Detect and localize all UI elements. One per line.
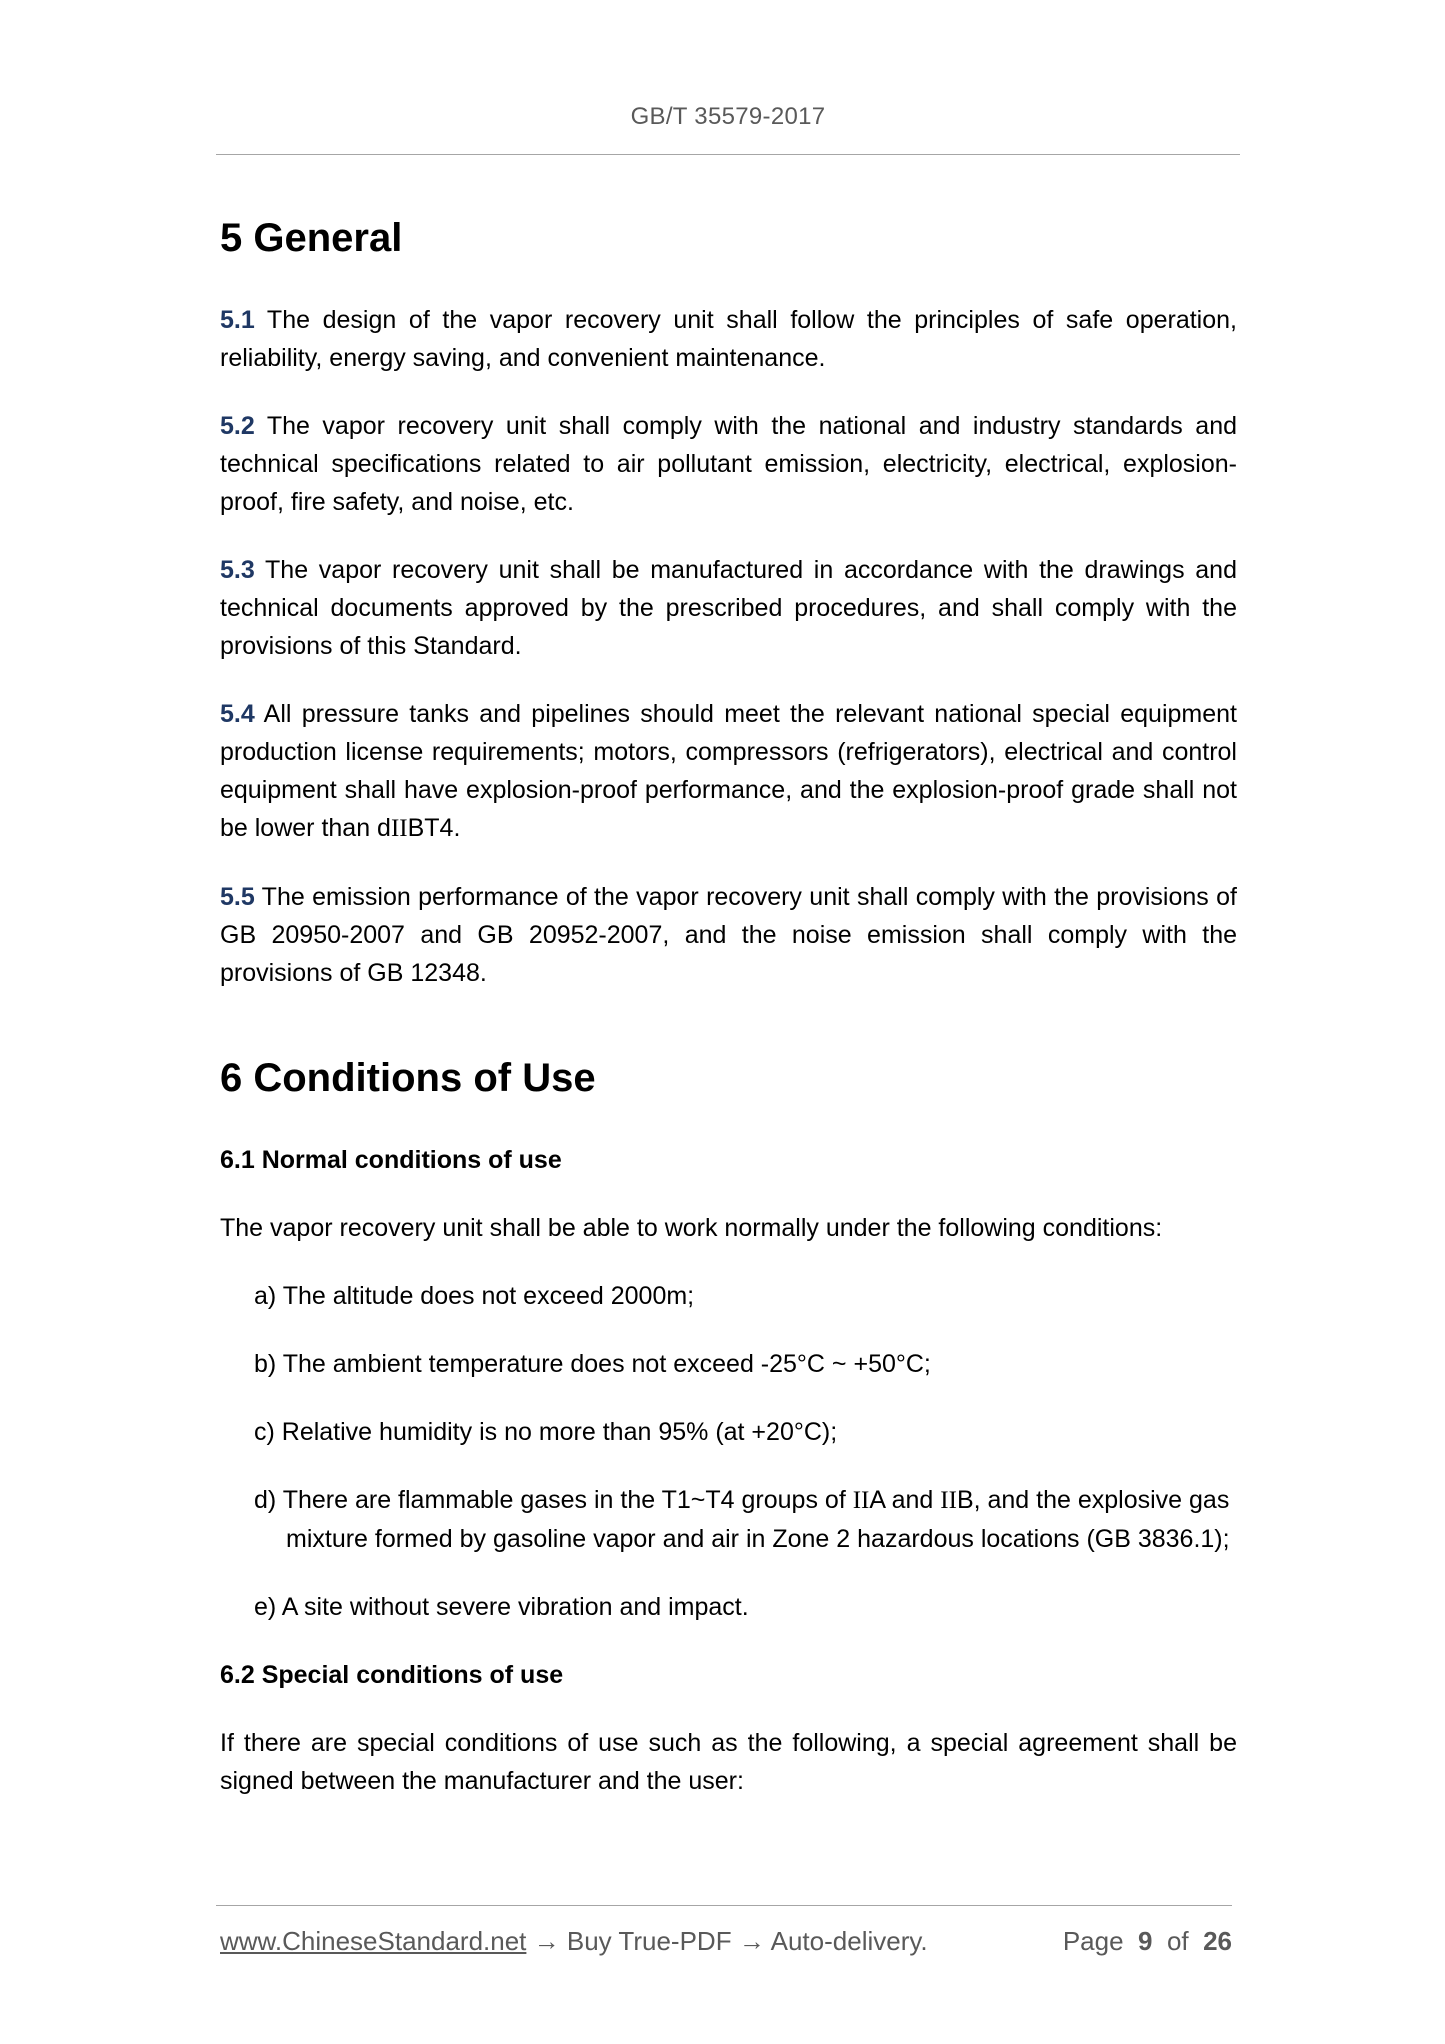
clause-text: All pressure tanks and pipelines should meet the relevant national special equipment production license requirements; motors, compressors (refrigerators), electrical and control equipment shall have explosion-proof performance, and the explosion-proof grade shall not be lower than d (220, 700, 1237, 842)
clause-5-3 (220, 551, 1237, 665)
footer-divider (216, 1905, 1232, 1906)
page-content (220, 208, 1237, 1800)
document-header: GB/T 35579-2017 (630, 103, 826, 130)
clause-text: The emission performance of the vapor recovery unit shall comply with the provisions of GB 20950-2007 and GB 20952-2007, and the noise emission shall comply with the provisions of GB 12348. (220, 883, 1237, 987)
section-5-heading: 5 General (220, 216, 403, 260)
buy-pdf-text: Buy True-PDF (566, 1926, 732, 1956)
of-label: of (1166, 1926, 1189, 1956)
clause-number: 5.5 (220, 883, 255, 911)
item-text: B, and the explosive gas mixture formed by gasoline vapor and air in Zone 2 hazardous locations (GB 3836.1); (286, 1486, 1230, 1553)
subsection-6-2-heading: 6.2 Special conditions of use (220, 1661, 564, 1689)
clause-5-1 (220, 301, 1237, 377)
roman-numeral: II (390, 815, 408, 842)
arrow-right-icon: → (533, 1926, 560, 1956)
clause-number: 5.3 (220, 556, 255, 584)
header-divider (216, 154, 1240, 155)
condition-item-e: e) A site without severe vibration and impact. (254, 1593, 749, 1621)
clause-5-2 (220, 407, 1237, 521)
page-footer (220, 1926, 1232, 1966)
subsection-6-1-intro: The vapor recovery unit shall be able to work normally under the following conditions: (220, 1214, 1163, 1242)
current-page: 9 (1138, 1926, 1153, 1956)
item-text: A and (869, 1486, 941, 1514)
arrow-right-icon: → (738, 1926, 765, 1956)
auto-delivery-text: Auto-delivery. (770, 1926, 928, 1956)
clause-number: 5.2 (220, 412, 255, 440)
condition-item-b: b) The ambient temperature does not exceed -25°C ~ +50°C; (254, 1350, 931, 1378)
website-link[interactable]: www.ChineseStandard.net (220, 1926, 527, 1956)
item-text: d) There are flammable gases in the T1~T4 groups of (254, 1486, 853, 1514)
roman-numeral: II (852, 1487, 870, 1514)
clause-text: The design of the vapor recovery unit shall follow the principles of safe operation, reliability, energy saving, and convenient maintenance. (220, 306, 1237, 372)
section-6-heading: 6 Conditions of Use (220, 1056, 596, 1100)
subsection-6-1-heading: 6.1 Normal conditions of use (220, 1146, 562, 1174)
condition-item-a: a) The altitude does not exceed 2000m; (254, 1282, 695, 1310)
roman-numeral: II (940, 1487, 957, 1514)
clause-5-5 (220, 878, 1237, 992)
clause-text: BT4. (407, 814, 461, 842)
subsection-6-2-intro: If there are special conditions of use such as the following, a special agreement shall be signed between the manufacturer and the user: (220, 1729, 1237, 1795)
clause-text: The vapor recovery unit shall comply with the national and industry standards and technical specifications related to air pollutant emission, electricity, electrical, explosion-proof, fire safety, and noise, etc. (220, 412, 1237, 516)
condition-item-c: c) Relative humidity is no more than 95% (at +20°C); (254, 1418, 838, 1446)
clause-number: 5.4 (220, 700, 255, 728)
clause-5-4 (220, 695, 1237, 848)
total-pages: 26 (1203, 1926, 1232, 1956)
clause-number: 5.1 (220, 306, 255, 334)
page-label: Page (1062, 1926, 1124, 1956)
condition-item-d (220, 1481, 1237, 1558)
clause-text: The vapor recovery unit shall be manufactured in accordance with the drawings and technical documents approved by the prescribed procedures, and shall comply with the provisions of this Standard. (220, 556, 1237, 660)
page-number (1063, 1926, 1232, 1957)
footer-promo (220, 1926, 928, 1957)
